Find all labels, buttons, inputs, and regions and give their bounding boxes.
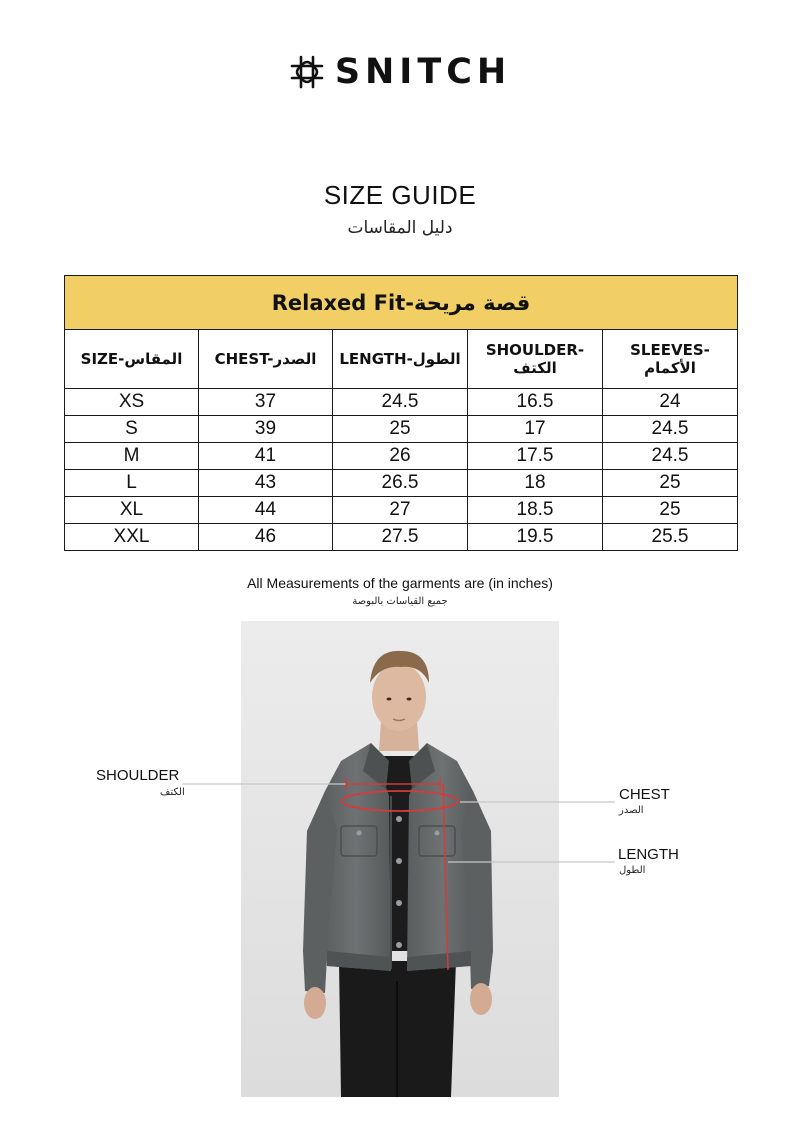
column-header-size-ar: المقاس xyxy=(124,350,183,368)
column-header-chest xyxy=(199,330,333,389)
cell-sleeves: 24.5 xyxy=(603,416,738,443)
cell-sleeves: 25 xyxy=(603,497,738,524)
shoulder-label: SHOULDER xyxy=(96,767,180,784)
length-label: LENGTH xyxy=(618,846,679,863)
column-header-chest-en: CHEST- xyxy=(214,350,274,368)
cell-shoulder: 19.5 xyxy=(468,524,603,551)
column-header-shoulder-en: SHOULDER- xyxy=(485,341,585,359)
column-header-chest-ar: الصدر xyxy=(273,350,317,368)
cell-length: 26.5 xyxy=(333,470,468,497)
length-label-arabic: الطول xyxy=(619,865,646,876)
cell-length: 27 xyxy=(333,497,468,524)
column-header-shoulder-ar: الكتف xyxy=(513,359,557,377)
table-row xyxy=(65,470,738,497)
cell-shoulder: 18.5 xyxy=(468,497,603,524)
column-header-size xyxy=(65,330,199,389)
cell-shoulder: 17 xyxy=(468,416,603,443)
brand-name: SNITCH xyxy=(334,51,512,92)
hash-knot-logo-icon xyxy=(289,54,325,90)
column-header-sleeves xyxy=(603,330,738,389)
cell-length: 27.5 xyxy=(333,524,468,551)
cell-sleeves: 24.5 xyxy=(603,443,738,470)
brand-header xyxy=(0,50,800,94)
page-title: SIZE GUIDE xyxy=(323,180,477,210)
cell-length: 25 xyxy=(333,416,468,443)
cell-size: S xyxy=(65,416,199,443)
column-header-length-en: LENGTH- xyxy=(339,350,413,368)
column-header-sleeves-en: SLEEVES- xyxy=(630,341,710,359)
cell-size: XS xyxy=(65,389,199,416)
size-table xyxy=(64,275,738,551)
table-row xyxy=(65,416,738,443)
cell-length: 26 xyxy=(333,443,468,470)
cell-shoulder: 16.5 xyxy=(468,389,603,416)
table-row xyxy=(65,497,738,524)
table-row xyxy=(65,443,738,470)
cell-shoulder: 17.5 xyxy=(468,443,603,470)
measurement-note-arabic: جميع القياسات بالبوصة xyxy=(352,596,448,607)
column-header-size-en: SIZE- xyxy=(80,350,125,368)
cell-chest: 39 xyxy=(199,416,333,443)
cell-chest: 44 xyxy=(199,497,333,524)
measurement-note: All Measurements of the garments are (in inches) xyxy=(247,575,553,591)
cell-chest: 37 xyxy=(199,389,333,416)
cell-size: XL xyxy=(65,497,199,524)
table-row xyxy=(65,389,738,416)
table-row xyxy=(65,524,738,551)
column-header-length-ar: الطول xyxy=(412,350,461,368)
chest-label-arabic: الصدر xyxy=(619,805,644,816)
model-photo xyxy=(241,621,559,1097)
column-header-row xyxy=(65,330,738,389)
fit-label: Relaxed Fit-قصة مريحة xyxy=(65,276,738,330)
column-header-shoulder xyxy=(468,330,603,389)
shoulder-label-arabic: الكتف xyxy=(160,787,185,798)
cell-shoulder: 18 xyxy=(468,470,603,497)
cell-chest: 43 xyxy=(199,470,333,497)
cell-size: M xyxy=(65,443,199,470)
cell-sleeves: 24 xyxy=(603,389,738,416)
cell-chest: 46 xyxy=(199,524,333,551)
cell-size: XXL xyxy=(65,524,199,551)
cell-size: L xyxy=(65,470,199,497)
fit-header-row xyxy=(65,276,738,330)
cell-chest: 41 xyxy=(199,443,333,470)
column-header-length xyxy=(333,330,468,389)
cell-sleeves: 25.5 xyxy=(603,524,738,551)
column-header-sleeves-ar: الأكمام xyxy=(644,359,696,377)
cell-length: 24.5 xyxy=(333,389,468,416)
cell-sleeves: 25 xyxy=(603,470,738,497)
chest-label: CHEST xyxy=(619,786,670,803)
page-title-arabic: دليل المقاسات xyxy=(347,218,453,238)
